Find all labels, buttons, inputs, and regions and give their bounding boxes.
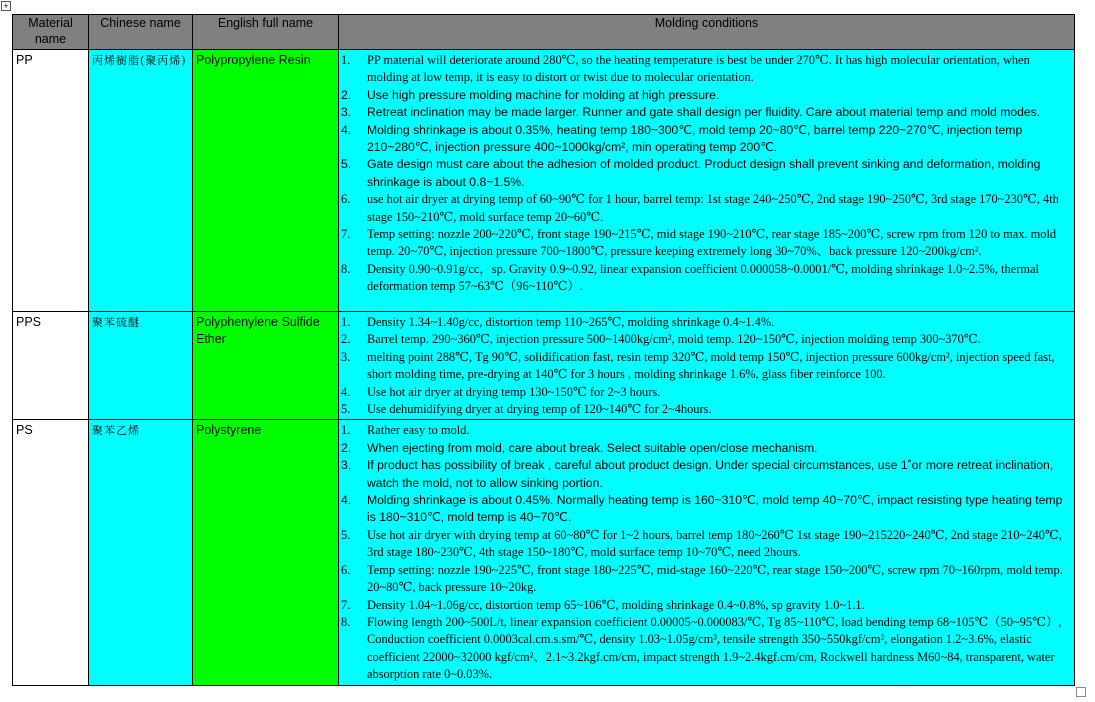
condition-item: 7. Temp setting: nozzle 200~220℃, front stage 190~215℃, mid stage 190~210℃, rear stage 185~200℃, screw rpm from 120 to max. mold temp. 20~70℃, injection pressure 700~1800℃, pressure keeping extremely long 30~70%、back pressure 120~200kg/cm².: [341, 227, 1057, 259]
molding-conditions-cell: [339, 420, 1075, 685]
condition-item: 2. When ejecting from mold, care about break. Select suitable open/close mechanism.: [341, 440, 818, 455]
condition-item: 6. use hot air dryer at drying temp of 60~90℃ for 1 hour, barrel temp: 1st stage 240~250℃, 2nd stage 190~250℃, 3rd stage 170~230℃, 4th stage 150~210℃, mold surface temp 20~60℃.: [341, 192, 1059, 224]
condition-item: 4. Use hot air dryer at drying temp 130~150℃ for 2~3 hours.: [341, 384, 661, 399]
material-abbr: PPS: [13, 312, 89, 420]
condition-item: 2. Barrel temp. 290~360℃, injection pressure 500~1400kg/cm², mold temp. 120~150℃, injection molding temp 300~370℃.: [341, 332, 981, 347]
conditions-list: [341, 422, 1072, 683]
material-abbr: PS: [13, 420, 89, 685]
molding-conditions-cell: [339, 50, 1075, 312]
condition-item: 3. melting point 288℃, Tg 90℃, solidification fast, resin temp 320℃, mold temp 150℃, injection pressure 600kg/cm², injection speed fast, short molding time, pre-drying at 140℃ for 3 hours , molding shrinkage 1.6%, glass fiber reinforce 100.: [341, 349, 1055, 382]
header-english-full-name: English full name: [193, 15, 339, 50]
condition-item: 4. Molding shrinkage is about 0.35%, heating temp 180~300℃, mold temp 20~80℃, barrel temp 220~270℃, injection temp 210~280℃, injection pressure 400~1000kg/cm², min operating temp 200℃.: [341, 122, 1023, 155]
condition-item: 3. Retreat inclination may be made larger. Runner and gate shall design per fluidity. Care about material temp and mold modes.: [341, 105, 1041, 120]
condition-item: 5. Use dehumidifying dryer at drying temp of 120~140℃ for 2~4hours.: [341, 402, 712, 417]
condition-item: 8. Density 0.90~0.91g/cc，sp. Gravity 0.9~0.92, linear expansion coefficient 0.000058~0.0001/℃, molding shrinkage 1.0~2.5%, thermal deformation temp 57~63℃（96~110℃）.: [341, 261, 1039, 294]
header-chinese-name: Chinese name: [89, 15, 193, 50]
condition-item: 5. Use hot air dryer with drying temp at 60~80℃ for 1~2 hours, barrel temp 180~260℃ 1st stage 190~215220~240℃, 2nd stage 210~240℃, 3rd stage 180~230℃, 4th stage 150~180℃, mold surface temp 10~70℃, need 2hours.: [341, 527, 1062, 560]
condition-item: 1. Density 1.34~1.40g/cc, distortion temp 110~265℃, molding shrinkage 0.4~1.4%.: [341, 315, 775, 329]
material-abbr: PP: [13, 50, 89, 312]
table-header-row: [13, 15, 1075, 50]
conditions-list: [341, 314, 1072, 418]
chinese-name: 聚苯乙烯: [89, 420, 193, 685]
condition-item: 5. Gate design must care about the adhesion of molded product. Product design shall prevent sinking and deformation, molding shrinkage is about 0.8~1.5%.: [341, 157, 1041, 189]
condition-item: 1. Rather easy to mold.: [341, 423, 470, 438]
table-row-pp: [13, 50, 1075, 312]
header-material-name: Material name: [13, 15, 89, 50]
condition-item: 1. PP material will deteriorate around 280℃, so the heating temperature is best be under 270℃. It has high molecular orientation, when molding at low temp, it is easy to distort or twist due to molecular orientation.: [341, 53, 1030, 85]
condition-item: 4. Molding shrinkage is about 0.45%. Normally heating temp is 160~310℃, mold temp 40~70℃, impact resisting type heating temp is 180~310℃, mold temp is 40~70℃.: [341, 493, 1063, 525]
english-name: Polypropylene Resin: [193, 50, 339, 312]
header-molding-conditions: Molding conditions: [339, 15, 1075, 50]
conditions-list: [341, 52, 1072, 296]
condition-item: 3. If product has possibility of break , careful about product design. Under special circumstances, use 1˚or more retreat inclination, watch the mold, not to allow sinking portion.: [341, 458, 1054, 490]
table-row-pps: [13, 312, 1075, 420]
condition-item: 8. Flowing length 200~500L/t, linear expansion coefficient 0.00005~0.000083/℃, Tg 85~110℃, load bending temp 68~105℃（50~95℃）, Conduction coefficient 0.0003cal.cm.s.sm/℃, density 1.03~1.05g/cm³, tensile strength 350~550kgf/cm², elongation 1.2~3.6%, elastic coefficient 22000~32000 kgf/cm²、2.1~3.2kgf.cm/cm, impact strength 1.9~2.4kgf.cm/cm, Rockwell hardness M60~84, transparent, water absorption rate 0~0.03%.: [341, 614, 1062, 682]
english-name: Polystyrene: [193, 420, 339, 685]
condition-item: 2. Use high pressure molding machine for molding at high pressure.: [341, 87, 720, 102]
table-row-ps: [13, 420, 1075, 685]
table-move-handle-icon[interactable]: +: [1, 1, 11, 11]
molding-conditions-table: [12, 14, 1075, 686]
chinese-name: 聚苯硫醚: [89, 312, 193, 420]
chinese-name: 丙烯樹脂(聚丙烯): [89, 50, 193, 312]
molding-conditions-cell: [339, 312, 1075, 420]
condition-item: 6. Temp setting: nozzle 190~225℃, front stage 180~225℃, mid-stage 160~220℃, rear stage 150~200℃, screw rpm 70~160rpm, mold temp. 20~80℃, back pressure 10~20kg.: [341, 562, 1063, 595]
condition-item: 7. Density 1.04~1.06g/cc, distortion temp 65~106℃, molding shrinkage 0.4~0.8%, sp gravity 1.0~1.1.: [341, 597, 865, 612]
english-name: Polyphenylene Sulfide Ether: [193, 312, 339, 420]
table-resize-handle-icon[interactable]: [1076, 687, 1086, 697]
